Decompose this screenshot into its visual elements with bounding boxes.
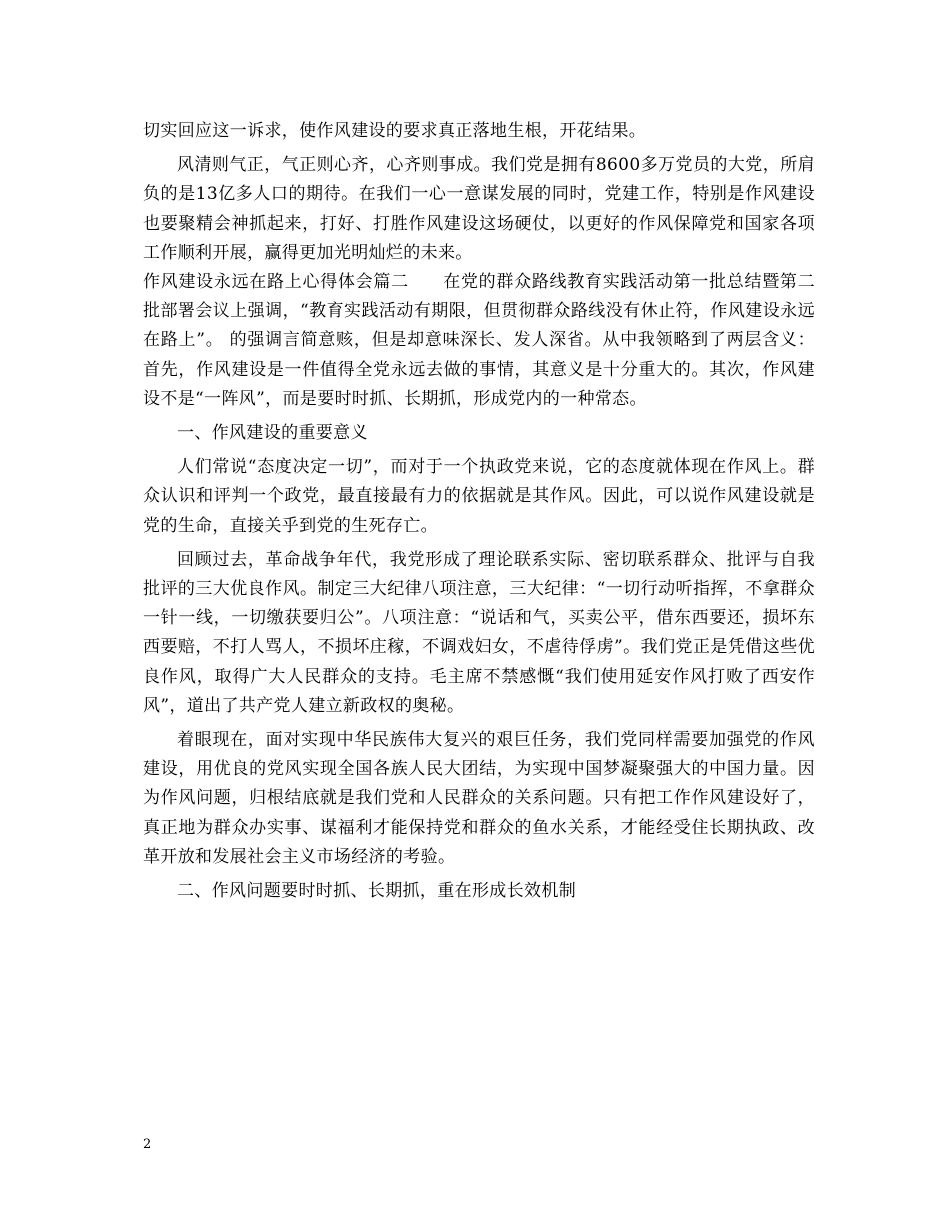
paragraph-4: 一、作风建设的重要意义 xyxy=(177,423,368,444)
paragraph-6: 回顾过去，革命战争年代，我党形成了理论联系实际、密切联系群众、批评与自我批评的三大优良作风。制定三大纪律八项注意，三大纪律：“一切行动听指挥，不拿群众一针一线，一切缴获要归公”。八项注意：“说话和气，买卖公平，借东西要还，损坏东西要赔，不打人骂人，不损坏庄稼，不调戏妇女，不虐待俘虏”。我们党正是凭借这些优良作风，取得广大人民群众的支持。毛主席不禁感慨“我们使用延安作风打败了西安作风”，道出了共产党人建立新政权的奥秘。 xyxy=(143,549,815,716)
paragraph-7: 着眼现在，面对实现中华民族伟大复兴的艰巨任务，我们党同样需要加强党的作风建设，用优良的党风实现全国各族人民大团结，为实现中国梦凝聚强大的中国力量。因为作风问题，归根结底就是我们党和人民群众的关系问题。只有把工作作风建设好了，真正地为群众办实事、谋福利才能保持党和群众的鱼水关系，才能经受住长期执政、改革开放和发展社会主义市场经济的考验。 xyxy=(143,730,815,867)
paragraph-3 xyxy=(143,268,815,414)
body-text xyxy=(143,117,815,906)
section-heading: 作风建设永远在路上心得体会篇二 xyxy=(143,272,409,293)
paragraph-8: 二、作风问题要时时抓、长期抓，重在形成长效机制 xyxy=(177,881,577,902)
paragraph-3-text: 在党的群众路线教育实践活动第一批总结暨第二批部署会议上强调，“教育实践活动有期限，但贯彻群众路线没有休止符，作风建设永远在路上”。 的强调言简意赅，但是却意味深长、发人深省。从中我领略到了两层含义：首先，作风建设是一件值得全党永远去做的事情，其意义是十分重大的。其次，作风建设不是“一阵风”，而是要时时抓、长期抓，形成党内的一种常态。 xyxy=(143,272,816,409)
paragraph-2: 风清则气正，气正则心齐，心齐则事成。我们党是拥有8600多万党员的大党，所肩负的是13亿多人口的期待。在我们一心一意谋发展的同时，党建工作，特别是作风建设也要聚精会神抓起来，打好、打胜作风建设这场硬仗，以更好的作风保障党和国家各项工作顺利开展，赢得更加光明灿烂的未来。 xyxy=(143,155,815,263)
page-number: 2 xyxy=(143,1137,152,1152)
paragraph-1: 切实回应这一诉求，使作风建设的要求真正落地生根，开花结果。 xyxy=(143,121,647,141)
paragraph-5: 人们常说“态度决定一切”，而对于一个执政党来说，它的态度就体现在作风上。群众认识和评判一个政党，最直接最有力的依据就是其作风。因此，可以说作风建设就是党的生命，直接关乎到党的生死存亡。 xyxy=(143,457,815,536)
